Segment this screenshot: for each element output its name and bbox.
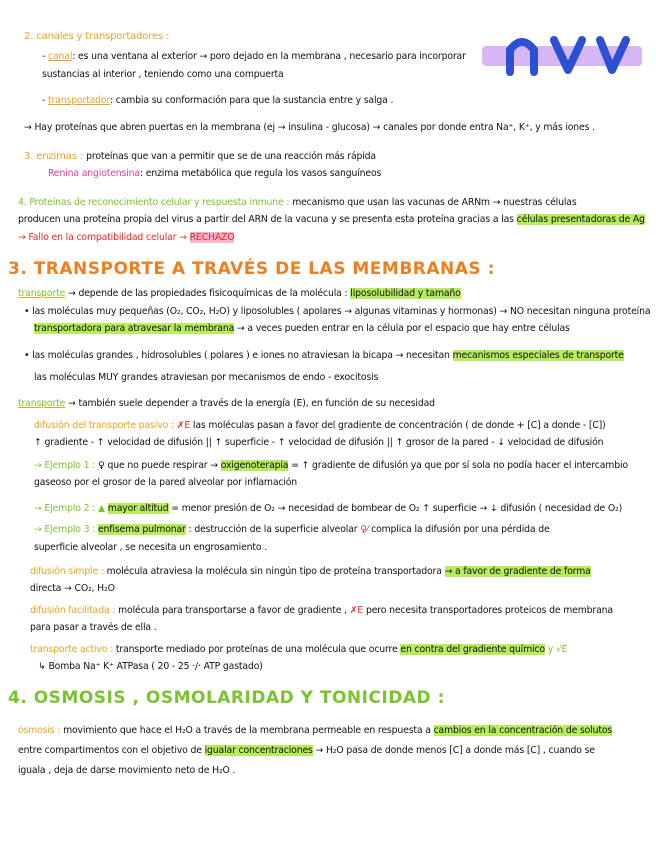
difusion-facilitada-line [30,604,613,617]
transporte-2-line [18,397,435,410]
transporte-activo-line2: ↳ Bomba Na⁺ K⁺ ATPasa ( 20 - 25 ·/· ATP gastado) [38,661,263,672]
enzimas-heading: 3. enzimas : [24,151,84,162]
membrane-channel-illustration [482,36,642,76]
ejemplo-3-key: → Ejemplo 3 : [34,524,96,535]
osmosis-line [18,724,612,737]
proteins-line: → Hay proteínas que abren puertas en la membrana (ej → insulina - glucosa) → canales por donde entra Na⁺, K⁺, y más iones . [24,122,595,133]
canal-line: - canal: es una ventana al exterior → poro dejado en la membrana , necesario para incorporar [42,51,466,62]
bullet-2a-text: • las moléculas grandes , hidrosolubles ( polares ) e iones no atraviesan la bicapa → necesitan [24,350,450,361]
difusion-facilitada-text2: pero necesita transportadores proteicos de membrana [365,605,613,616]
difusion-simple-hl: → a favor de gradiente de forma [444,566,591,577]
ejemplo-3-text: : destrucción de la superficie alveolar [188,524,358,535]
osmosis-hl: cambios en la concentración de solutos [433,725,613,736]
difusion-simple-line [30,565,591,578]
osmosis-text: movimiento que hace el H₂O a través de la membrana permeable en respuesta a [63,725,431,736]
difusion-facilitada-text: molécula para transportarse a favor de gradiente , [118,605,347,616]
section-heading-canales: 2. canales y transportadores : [24,31,170,42]
transporte-1-key: transporte [18,288,66,299]
recognition-text-2b: células presentadoras de Ag [516,214,645,225]
transporte-1-line [18,287,461,300]
ejemplo-3-line2: superficie alveolar , se necesita un engrosamiento . [34,542,268,553]
transportador-key: transportador [48,95,110,106]
transporte-1-hl: liposolubilidad y tamaño [350,288,461,299]
ejemplo-2-line [34,502,622,515]
ejemplo-1-text2: = ↑ gradiente de difusión ya que por sí sola no podía hacer el intercambio [291,460,628,471]
transporte-1-text: → depende de las propiedades fisicoquímicas de la molécula : [68,288,348,299]
renina-text: : enzima metabólica que regula los vasos sanguíneos [139,168,382,179]
smoker-icon: ♀⁄ [360,524,369,535]
person-icon: ♀ [97,460,105,471]
ejemplo-2-key: → Ejemplo 2 : [34,503,96,514]
recognition-line-2 [18,213,645,226]
bullet-2b: las moléculas MUY grandes atraviesan por mecanismos de endo - exocitosis [34,372,379,383]
difusion-pasiva-x: ✗E [176,420,191,431]
transporte-activo-key: transporte activo : [30,644,114,655]
difusion-simple-key: difusión simple : [30,566,104,577]
mountain-icon: ▲ [97,503,105,514]
gradiente-line: ↑ gradiente - ↑ velocidad de difusión || ↑ superficie - ↑ velocidad de difusión || ↑ grosor de la pared - ↓ velocidad de difusión [34,437,604,448]
osmosis-line2a: entre compartimentos con el objetivo de [18,745,202,756]
difusion-facilitada-key: difusión facilitada : [30,605,116,616]
ejemplo-1-key: → Ejemplo 1 : [34,460,96,471]
rechazo-label: RECHAZO [189,232,235,243]
osmosis-line-2 [18,744,595,757]
transporte-2-key: transporte [18,398,66,409]
bullet-1b-text: → a veces pueden entrar en la célula por el espacio que hay entre células [236,323,570,334]
renina-key: Renina angiotensina [48,168,140,179]
transporte-activo-text: transporte mediado por proteínas de una molécula que ocurre [115,644,398,655]
difusion-pasiva-key: difusión del transporte pasivo : [34,420,174,431]
difusion-facilitada-x: ✗E [349,605,364,616]
transporte-2-text: → también suele depender a través de la energía (E), en función de su necesidad [68,398,435,409]
difusion-pasiva-text: las moléculas pasan a favor del gradiente de concentración ( de donde + [C] a donde - [C]) [192,420,606,431]
transporte-activo-hl: en contra del gradiente químico [400,644,545,655]
difusion-simple-text: molécula atraviesa la molécula sin ningún tipo de proteína transportadora [106,566,442,577]
enzimas-line [24,150,376,163]
bullet-1b [34,322,570,335]
transporte-activo-e: y √E [547,644,568,655]
ejemplo-3-line [34,523,550,536]
ejemplo-3-hl: enfisema pulmonar [97,524,186,535]
ejemplo-1-line2: gaseoso por el grosor de la pared alveolar por inflamación [34,477,298,488]
recognition-line [18,196,577,209]
ejemplo-1-text: que no puede respirar → [107,460,218,471]
fallo-text: → Fallo en la compatibilidad celular → [18,232,187,243]
difusion-simple-line2: directa → CO₂, H₂O [30,583,115,594]
recognition-heading: 4. Proteínas de reconocimiento celular y respuesta inmune : [18,197,290,208]
difusion-facilitada-line2: para pasar a través de ella . [30,622,157,633]
renina-line [48,167,381,180]
transporte-main-heading: 3. TRANSPORTE A TRAVÉS DE LAS MEMBRANAS : [8,259,495,279]
enzimas-text: proteínas que van a permitir que se de una reacción más rápida [86,151,376,162]
recognition-text: mecanismo que usan las vacunas de ARNm → nuestras células [292,197,577,208]
fallo-line [18,231,234,244]
difusion-pasiva-line [34,419,606,432]
ejemplo-3-text2: complica la difusión por una pérdida de [371,524,550,535]
osmosis-line2b: → H₂O pasa de donde menos [C] a donde más [C] , cuando se [315,745,595,756]
canal-text: : es una ventana al exterior → poro dejado en la membrana , necesario para incorporar [72,51,466,62]
recognition-text-2a: producen una proteína propia del virus a partir del ARN de la vacuna y se presenta esta proteína gracias a las [18,214,514,225]
osmosis-line-3: iguala , deja de darse movimiento neto de H₂O . [18,765,236,776]
bullet-2a-hl: mecanismos especiales de transporte [452,350,624,361]
bullet-1b-hl: transportadora para atravesar la membrana [34,323,235,334]
transporte-activo-line [30,643,567,656]
osmosis-key: ósmosis : [18,725,61,736]
ejemplo-2-text: = menor presión de O₂ → necesidad de bombear de O₂ ↑ superficie → ↓ difusión ( necesidad de O₂) [171,503,623,514]
transportador-line: - transportador: cambia su conformación para que la sustancia entre y salga . [42,95,394,106]
ejemplo-1-line [34,459,628,472]
bullet-2a [24,349,624,362]
canal-text-2: sustancias al interior , teniendo como una compuerta [42,69,284,80]
ejemplo-2-hl: mayor altitud [107,503,169,514]
ejemplo-1-hl: oxigenoterapia [220,460,289,471]
osmosis-line2-hl: igualar concentraciones [204,745,313,756]
canal-key: canal [48,51,73,62]
bullet-1a: • las moléculas muy pequeñas (O₂, CO₂, H₂O) y liposolubles ( apolares → algunas vitaminas y hormonas) → NO necesitan ninguna proteína [24,306,651,317]
osmosis-main-heading: 4. OSMOSIS , OSMOLARIDAD Y TONICIDAD : [8,688,445,708]
transportador-text: : cambia su conformación para que la sustancia entre y salga . [109,95,394,106]
